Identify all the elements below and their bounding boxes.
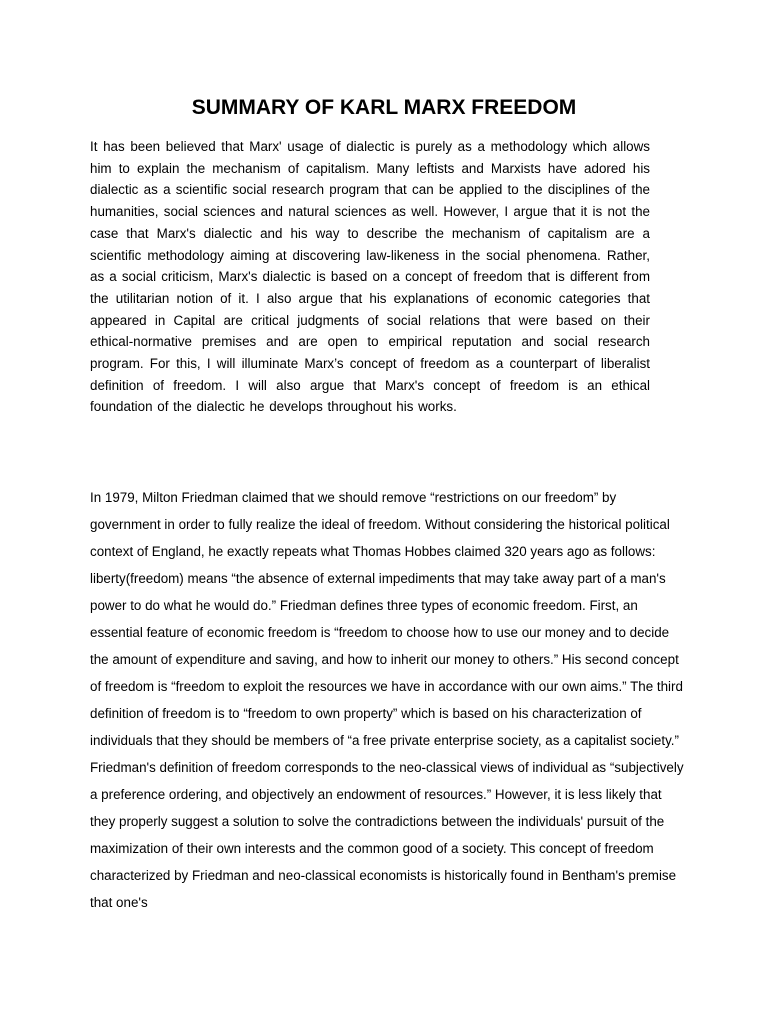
page-title: SUMMARY OF KARL MARX FREEDOM bbox=[191, 96, 577, 119]
body-paragraph-1: It has been believed that Marx' usage of dialectic is purely as a methodology which allows him to explain the mechanism of capitalism. Many leftists and Marxists have adored his dialectic as a scientific social research program that can be applied to the disciplines of the humanities, social sciences and natural sciences as well. However, I argue that it is not the case that Marx's dialectic and his way to describe the mechanism of capitalism are a scientific methodology aiming at discovering law-likeness in the social phenomena. Rather, as a social criticism, Marx's dialectic is based on a concept of freedom that is different from the utilitarian notion of it. I also argue that his explanations of economic categories that appeared in Capital are critical judgments of social relations that were based on their ethical-normative premises and are open to empirical reputation and social research program. For this, I will illuminate Marx’s concept of freedom as a counterpart of liberalist definition of freedom. I will also argue that Marx's concept of freedom is an ethical foundation of the dialectic he develops throughout his works. bbox=[90, 139, 650, 415]
body-paragraph-2: In 1979, Milton Friedman claimed that we should remove “restrictions on our freedom” by government in order to fully realize the ideal of freedom. Without considering the historical political context of England, he exactly repeats what Thomas Hobbes claimed 320 years ago as follows: liberty(freedom) means “the absence of external impediments that may take away part of a man's power to do what he would do.” Friedman defines three types of economic freedom. First, an essential feature of economic freedom is “freedom to choose how to use our money and to decide the amount of expenditure and saving, and how to inherit our money to others.” His second concept of freedom is “freedom to exploit the resources we have in accordance with our own aims.” The third definition of freedom is to “freedom to own property” which is based on his characterization of individuals that they should be members of “a free private enterprise society, as a capitalist society.” Friedman's definition of freedom corresponds to the neo-classical views of individual as “subjectively a preference ordering, and objectively an endowment of resources.” However, it is less likely that they properly suggest a solution to solve the contradictions between the individuals' pursuit of the maximization of their own interests and the common good of a society. This concept of freedom characterized by Friedman and neo-classical economists is historically found in Bentham's premise that one's bbox=[90, 490, 684, 910]
